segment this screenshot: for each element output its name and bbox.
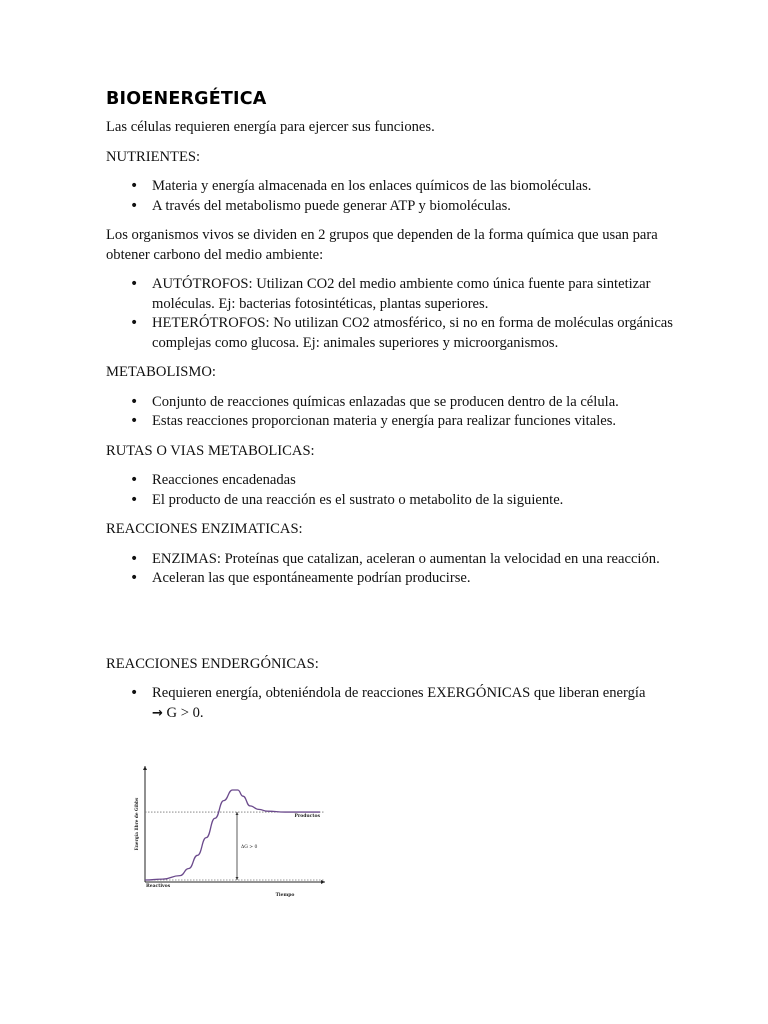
metabolismo-list [106,393,686,432]
y-axis-label: Energía libre de Gibbs [134,797,139,851]
list-item: • Aceleran las que espontáneamente podrían producirse. [106,569,686,589]
x-axis-arrowhead [321,880,325,884]
rutas-list [106,471,686,510]
list-item: • A través del metabolismo puede generar ATP y biomoléculas. [106,197,686,217]
reactants-label: Reactivos [146,884,171,889]
energy-chart-svg [130,758,330,904]
delta-g-label: ΔG > 0 [241,845,258,851]
energy-chart [130,758,330,904]
endergonicas-list [106,684,686,723]
list-item: • Conjunto de reacciones químicas enlazadas que se producen dentro de la célula. [106,393,686,413]
list-item: • Materia y energía almacenada en los enlaces químicos de las biomoléculas. [106,177,686,197]
organismos-paragraph: Los organismos vivos se dividen en 2 grupos que dependen de la forma química que usan para obtener carbono del medio ambiente: [106,227,658,263]
document-title: BIOENERGÉTICA [106,89,267,109]
energy-curve-series [145,790,320,880]
document-content [106,89,686,733]
rutas-heading: RUTAS O VIAS METABOLICAS: [106,442,315,459]
endergonicas-tail: G > 0. [162,704,204,721]
organismos-list [106,275,686,353]
arrow-right-icon: → [152,705,163,721]
list-item: • ENZIMAS: Proteínas que catalizan, aceleran o aumentan la velocidad en una reacción. [106,550,686,570]
nutrientes-list [106,177,686,216]
products-label: Productos [294,814,320,820]
list-item [106,684,686,723]
delta-g-arrowhead-bottom [236,877,239,880]
list-item: • Reacciones encadenadas [106,471,686,491]
endergonicas-heading: REACCIONES ENDERGÓNICAS: [106,655,319,672]
list-item: • HETERÓTROFOS: No utilizan CO2 atmosférico, si no en forma de moléculas orgánicas complejas como glucosa. Ej: animales superiores y microorganismos. [106,314,686,353]
enzimaticas-heading: REACCIONES ENZIMATICAS: [106,521,303,537]
intro-paragraph: Las células requieren energía para ejercer sus funciones. [106,119,435,135]
nutrientes-heading: NUTRIENTES: [106,148,201,165]
x-axis-label: Tiempo [275,893,295,898]
y-axis-arrowhead [143,766,147,770]
list-item: • Estas reacciones proporcionan materia y energía para realizar funciones vitales. [106,412,686,432]
enzimaticas-list [106,550,686,589]
metabolismo-heading: METABOLISMO: [106,364,216,380]
blank-space [106,599,686,655]
endergonicas-text: Requieren energía, obteniéndola de reacciones EXERGÓNICAS que liberan energía [152,685,646,701]
list-item: • AUTÓTROFOS: Utilizan CO2 del medio ambiente como única fuente para sintetizar moléculas. Ej: bacterias fotosintéticas, plantas superiores. [106,275,686,314]
list-item: • El producto de una reacción es el sustrato o metabolito de la siguiente. [106,491,686,511]
delta-g-arrowhead-top [236,812,239,815]
